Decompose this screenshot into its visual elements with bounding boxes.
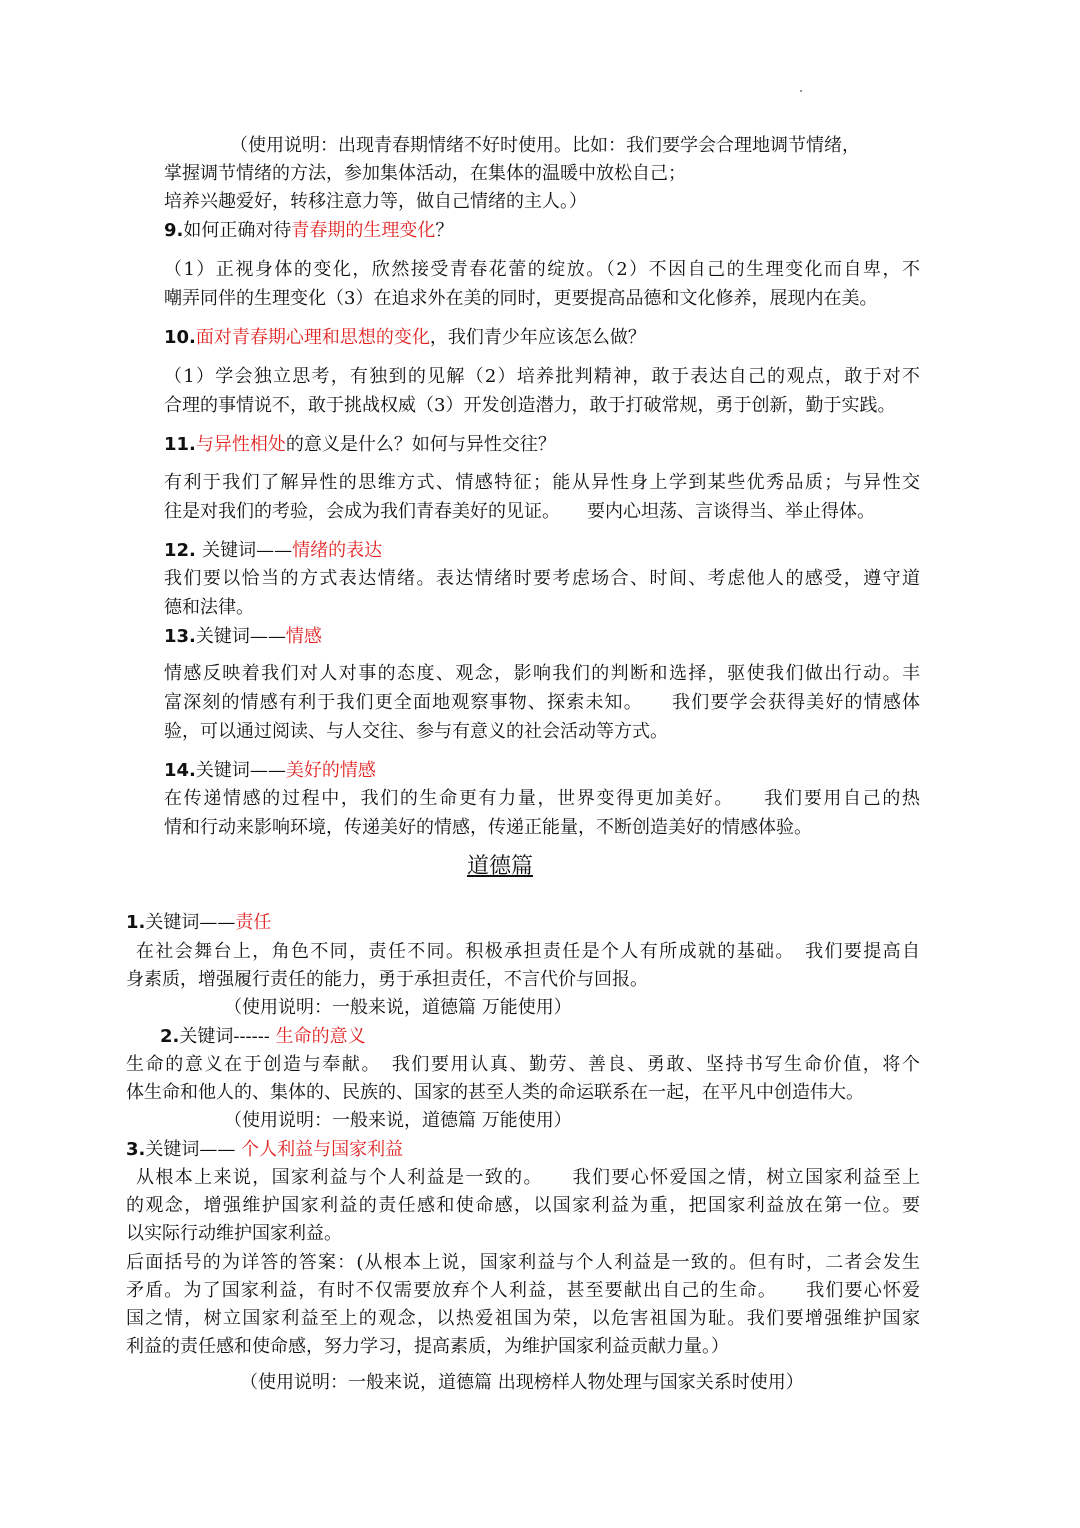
question-number: 14. (164, 760, 196, 781)
keyword: 责任 (235, 912, 272, 933)
question-number: 11. (164, 434, 196, 455)
usage-note: （使用说明：一般来说，道德篇 万能使用） (224, 1110, 572, 1131)
keyword: 青春期的生理变化 (291, 220, 436, 241)
keyword: 与异性相处 (195, 434, 286, 455)
question-11-heading (164, 432, 920, 458)
answer-line: （1）学会独立思考，有独到的见解（2）培养批判精神，敢于表达自己的观点，敢于对不 (164, 366, 920, 387)
answer-line: 情感反映着我们对人对事的态度、观念，影响我们的判断和选择，驱使我们做出行动。丰 (164, 663, 920, 684)
heading-text: 的意义是什么？如何与异性交往？ (285, 434, 556, 455)
question-13-heading (164, 624, 920, 650)
usage-note: （使用说明：一般来说，道德篇 出现榜样人物处理与国家关系时使用） (240, 1372, 804, 1393)
detailed-answer-line: 国之情，树立国家利益至上的观念，以热爱祖国为荣，以危害祖国为耻。我们要增强维护国家 (126, 1308, 920, 1329)
answer-line: 情和行动来影响环境，传递美好的情感，传递正能量，不断创造美好的情感体验。 (164, 817, 812, 838)
heading-text: 如何正确对待 (183, 220, 292, 241)
answer-line: 生命的意义在于创造与奉献。 我们要用认真、勤劳、善良、勇敢、坚持书写生命价值，将个 (126, 1054, 920, 1075)
heading-text: 关键词—— (202, 540, 293, 561)
answer-line: 富深刻的情感有利于我们更全面地观察事物、探索未知。 我们要学会获得美好的情感体 (164, 692, 920, 713)
usage-note: （使用说明：一般来说，道德篇 万能使用） (224, 997, 572, 1018)
answer-line: 在传递情感的过程中，我们的生命更有力量，世界变得更加美好。 我们要用自己的热 (164, 788, 920, 809)
question-12-heading (164, 538, 920, 564)
answer-line: 体生命和他人的、集体的、民族的、国家的甚至人类的命运联系在一起，在平凡中创造伟大。 (126, 1082, 864, 1103)
answer-line: 在社会舞台上，角色不同，责任不同。积极承担责任是个人有所成就的基础。 我们要提高自 (136, 941, 920, 962)
detailed-answer-line: 后面括号的为详答的答案：(从根本上说，国家利益与个人利益是一致的。但有时，二者会发生 (126, 1252, 920, 1273)
usage-note-line: 掌握调节情绪的方法，参加集体活动，在集体的温暖中放松自己； (164, 163, 686, 184)
question-number: 13. (164, 626, 196, 647)
item-number: 3. (126, 1139, 146, 1160)
answer-line: 往是对我们的考验，会成为我们青春美好的见证。 要内心坦荡、言谈得当、举止得体。 (164, 501, 875, 522)
section-title: 道德篇 (466, 854, 533, 879)
heading-text: 关键词—— (195, 626, 286, 647)
morality-2-heading (160, 1024, 916, 1050)
heading-text: 关键词—— (195, 760, 286, 781)
keyword: 美好的情感 (285, 760, 376, 781)
keyword: 情绪的表达 (292, 540, 383, 561)
answer-line: 验，可以通过阅读、与人交往、参与有意义的社会活动等方式。 (164, 721, 668, 742)
morality-1-heading (126, 910, 882, 936)
heading-text: ，我们青少年应该怎么做？ (429, 327, 646, 348)
question-14-heading (164, 758, 920, 784)
question-number: 9. (164, 220, 184, 241)
detailed-answer-line: 利益的责任感和使命感，努力学习，提高素质，为维护国家利益贡献力量。） (126, 1336, 729, 1357)
keyword: 生命的意义 (275, 1026, 366, 1047)
heading-text: 关键词—— (145, 912, 236, 933)
heading-text: ？ (435, 220, 454, 241)
answer-line: 从根本上来说，国家利益与个人利益是一致的。 我们要心怀爱国之情，树立国家利益至上 (136, 1167, 920, 1188)
answer-line: 嘲弄同伴的生理变化（3）在追求外在美的同时，更要提高品德和文化修养，展现内在美。 (164, 288, 878, 309)
scan-speck (800, 90, 802, 92)
answer-line: （1）正视身体的变化，欣然接受青春花蕾的绽放。（2）不因自己的生理变化而自卑，不 (164, 259, 920, 280)
detailed-answer-line: 矛盾。为了国家利益，有时不仅需要放弃个人利益，甚至要献出自己的生命。 我们要心怀爱 (126, 1280, 920, 1301)
answer-line: 有利于我们了解异性的思维方式、情感特征；能从异性身上学到某些优秀品质；与异性交 (164, 472, 920, 493)
heading-text: 关键词------ (179, 1026, 276, 1047)
question-9-heading (164, 218, 920, 244)
answer-line: 身素质，增强履行责任的能力，勇于承担责任，不言代价与回报。 (126, 969, 648, 990)
keyword: 个人利益与国家利益 (241, 1139, 404, 1160)
answer-line: 我们要以恰当的方式表达情绪。表达情绪时要考虑场合、时间、考虑他人的感受，遵守道 (164, 568, 920, 589)
heading-text: 关键词—— (145, 1139, 242, 1160)
usage-note-line: （使用说明：出现青春期情绪不好时使用。比如：我们要学会合理地调节情绪， (230, 135, 860, 156)
keyword: 情感 (285, 626, 322, 647)
morality-3-heading (126, 1137, 882, 1163)
usage-note-line: 培养兴趣爱好，转移注意力等，做自己情绪的主人。） (164, 191, 587, 212)
question-10-heading (164, 325, 920, 351)
item-number: 1. (126, 912, 146, 933)
question-number: 12. (164, 540, 203, 561)
question-number: 10. (164, 327, 196, 348)
item-number: 2. (160, 1026, 180, 1047)
answer-line: 的观念，增强维护国家利益的责任感和使命感，以国家利益为重，把国家利益放在第一位。要 (126, 1195, 920, 1216)
keyword: 面对青春期心理和思想的变化 (195, 327, 430, 348)
answer-line: 合理的事情说不，敢于挑战权威（3）开发创造潜力，敢于打破常规，勇于创新，勤于实践。 (164, 395, 896, 416)
answer-line: 德和法律。 (164, 597, 254, 618)
answer-line: 以实际行动维护国家利益。 (126, 1223, 342, 1244)
